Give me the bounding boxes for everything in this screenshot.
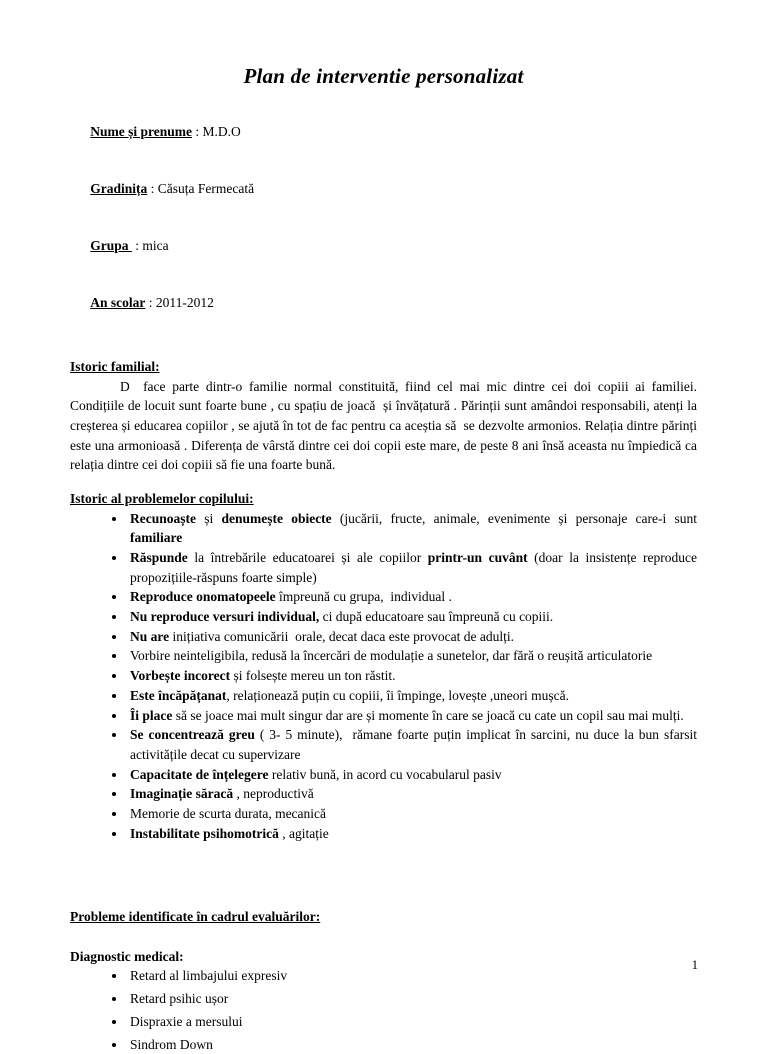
text-run: Recunoaște [130,510,196,526]
text-run: , neproductivă [233,786,314,802]
text-run: familiare [130,530,183,546]
info-label-school-year: An scolar [90,295,146,310]
text-run: Îi place [130,707,173,723]
list-item [127,509,701,548]
list-item [127,548,701,587]
info-row-kindergarten [70,160,697,217]
family-history-paragraph: D face parte dintr-o familie normal constituită, fiind cel mai mic dintre cei doi copiii ai familiei. Condițiile de locuit sunt foarte bune , cu spațiu de joacă și învățatură . Părinții sunt amândoi responsabili, atenți la creșterea și educarea copiilor , se ajută în tot de fac pentru ca aceștia să se dezvolte armonios. Relația dintre părinți este una armonioasă . Diferența de vârstă dintre cei doi copii este mare, de peste 8 ani însă aceasta nu împiedică ca relația dintre cei doi copiii să fie una foarte bună. [70,378,701,473]
list-item [127,824,697,844]
text-run: să se joace mai mult singur dar are și momente în care se joacă cu cate un copil sau mai mulți. [172,707,684,723]
text-run: Vorbește incorect [130,668,231,684]
info-label-kindergarten: Gradinița [90,181,148,196]
problems-history-heading: Istoric al problemelor copilului: [70,491,254,507]
info-row-group [70,217,697,274]
medical-diagnosis-list [70,966,697,1054]
text-run: Memorie de scurta durata, mecanică [130,806,327,822]
section-medical-diagnosis [70,947,697,1054]
info-value-kindergarten: Căsuța Fermecată [157,181,255,196]
info-row-school-year [70,274,697,331]
text-run: , relaționează puțin cu copiii, îi împinge, lovește ,uneori mușcă. [226,687,570,703]
list-item [127,587,697,607]
info-separator: : [131,238,143,253]
section-evaluation-problems [70,907,697,927]
text-run: Capacitate de înțelegere [130,766,269,782]
text-run: Reproduce onomatopeele [130,589,276,605]
list-item [127,706,697,726]
info-label-group: Grupa [90,238,132,253]
info-label-name: Nume și prenume [90,124,193,139]
list-item [127,627,697,647]
text-run: Imaginație săracă [130,786,234,802]
section-problems-history [70,489,701,843]
text-run: Retard al limbajului expresiv [130,968,288,984]
info-row-name [70,103,697,160]
list-item [127,1012,697,1032]
text-run: printr-un cuvânt [427,549,528,565]
list-item [127,666,697,686]
info-separator: : [192,124,203,139]
text-run: denumește obiecte [221,510,332,526]
text-run: relativ bună, in acord cu vocabularul pasiv [268,766,502,782]
text-run: și [196,510,222,526]
text-run: Retard psihic ușor [130,991,229,1007]
family-history-heading: Istoric familial: [70,359,160,374]
section-family-history [70,357,701,475]
text-run: Vorbire neinteligibila, redusă la încercări de modulație a sunetelor, dar fără o reușită articulatorie [130,648,653,664]
text-run: Instabilitate psihomotrică [130,825,279,841]
text-run: Nu reproduce versuri individual, [130,609,320,625]
list-item [127,966,697,986]
text-run: , agitație [278,825,329,841]
info-separator: : [145,295,156,310]
info-value-name: M.D.O [202,124,241,139]
medical-diagnosis-heading: Diagnostic medical: [70,948,184,964]
text-run: Se concentrează greu [130,727,255,743]
text-run: la întrebările educatoarei și ale copiilor [187,549,428,565]
text-run: Răspunde [130,549,188,565]
info-value-group: mica [142,238,169,253]
text-run: Nu are [130,628,170,644]
text-run: inițiativa comunicării orale, decat daca este provocat de adulți. [169,628,514,644]
list-item [127,784,697,804]
list-item [127,686,697,706]
student-info [70,103,697,331]
text-run: și folsește mereu un ton răstit. [230,668,396,684]
problems-history-list [70,509,701,844]
text-run: Este încăpățanat [130,687,227,703]
text-run: ( 3- 5 minute), rămane foarte puțin implicat în sarcini, nu duce la bun sfarsit activitățile decat cu supervizare [130,727,701,762]
text-run: ci după educatoare sau împreună cu copiii. [319,609,554,625]
list-item [127,725,701,764]
text-run: împreună cu grupa, individual . [275,589,452,605]
list-item [127,765,697,785]
list-item [127,989,697,1009]
text-run: Sindrom Down [130,1036,213,1052]
list-item [127,607,697,627]
list-item [127,1035,697,1054]
page-number: 1 [691,958,698,972]
evaluation-problems-heading: Probleme identificate în cadrul evaluărilor: [70,909,321,925]
text-run: Dispraxie a mersului [130,1013,243,1029]
text-run: (doar la insistențe reproduce propozițiile-răspuns foarte simple) [130,549,701,585]
list-item [127,646,697,666]
text-run: (jucării, fructe, animale, evenimente și personaje care-i sunt [331,510,701,526]
document-title: Plan de interventie personalizat [243,64,524,88]
list-item [127,804,697,824]
info-value-school-year: 2011-2012 [155,295,214,310]
info-separator: : [147,181,158,196]
